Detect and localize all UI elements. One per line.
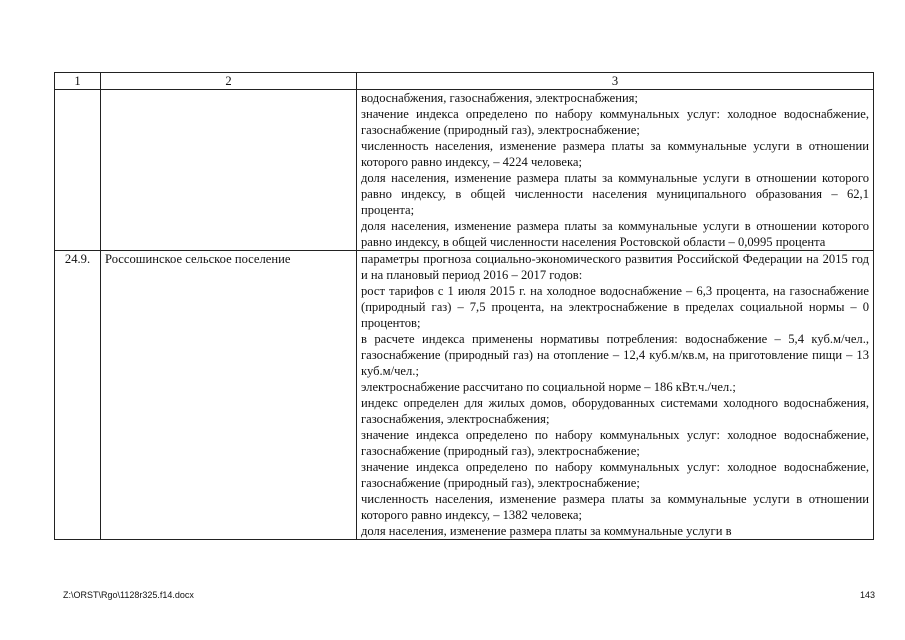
- paragraph: численность населения, изменение размера платы за коммунальные услуги в отношении которого равно индексу, – 1382 человека;: [361, 492, 869, 522]
- paragraph: доля населения, изменение размера платы за коммунальные услуги в: [361, 524, 732, 538]
- header-row: [55, 73, 874, 90]
- paragraph: значение индекса определено по набору коммунальных услуг: холодное водоснабжение, газоснабжение (природный газ), электроснабжение;: [361, 107, 869, 137]
- paragraph: значение индекса определено по набору коммунальных услуг: холодное водоснабжение, газоснабжение (природный газ), электроснабжение;: [361, 428, 869, 458]
- paragraph: в расчете индекса применены нормативы потребления: водоснабжение – 5,4 куб.м/чел., газоснабжение (природный газ) на отопление – 12,4 куб.м/кв.м, на приготовление пищи – 13 куб.м/чел.;: [361, 332, 869, 378]
- row-name: [101, 90, 357, 251]
- paragraph: водоснабжения, газоснабжения, электроснабжения;: [361, 91, 638, 105]
- paragraph: индекс определен для жилых домов, оборудованных системами холодного водоснабжения, газоснабжения, электроснабжения;: [361, 396, 869, 426]
- row-number: 24.9.: [55, 251, 101, 540]
- header-col-3: 3: [357, 73, 874, 90]
- paragraph: численность населения, изменение размера платы за коммунальные услуги в отношении которого равно индексу, – 4224 человека;: [361, 139, 869, 169]
- paragraph: электроснабжение рассчитано по социальной норме – 186 кВт.ч./чел.;: [361, 380, 736, 394]
- header-col-1: 1: [55, 73, 101, 90]
- footer-file-path: Z:\ORST\Rgo\1128r325.f14.docx: [63, 590, 194, 600]
- row-description: [357, 90, 874, 251]
- page-number: 143: [859, 590, 875, 600]
- row-description: [357, 251, 874, 540]
- row-name: Россошинское сельское поселение: [101, 251, 357, 540]
- paragraph: рост тарифов с 1 июля 2015 г. на холодное водоснабжение – 6,3 процента, на газоснабжение (природный газ) – 7,5 процента, на электроснабжение в пределах социальной нормы – 0 процентов;: [361, 284, 869, 330]
- document-table: [54, 72, 874, 540]
- paragraph: доля населения, изменение размера платы за коммунальные услуги в отношении которого равно индексу, в общей численности населения Ростовской области – 0,0995 процента: [361, 219, 869, 249]
- paragraph: параметры прогноза социально-экономического развития Российской Федерации на 2015 год и на плановый период 2016 – 2017 годов:: [361, 252, 869, 282]
- header-col-2: 2: [101, 73, 357, 90]
- table-row: [55, 251, 874, 540]
- paragraph: значение индекса определено по набору коммунальных услуг: холодное водоснабжение, газоснабжение (природный газ), электроснабжение;: [361, 460, 869, 490]
- table-row: [55, 90, 874, 251]
- row-number: [55, 90, 101, 251]
- paragraph: доля населения, изменение размера платы за коммунальные услуги в отношении которого равно индексу, в общей численности населения муниципального образования – 62,1 процента;: [361, 171, 869, 217]
